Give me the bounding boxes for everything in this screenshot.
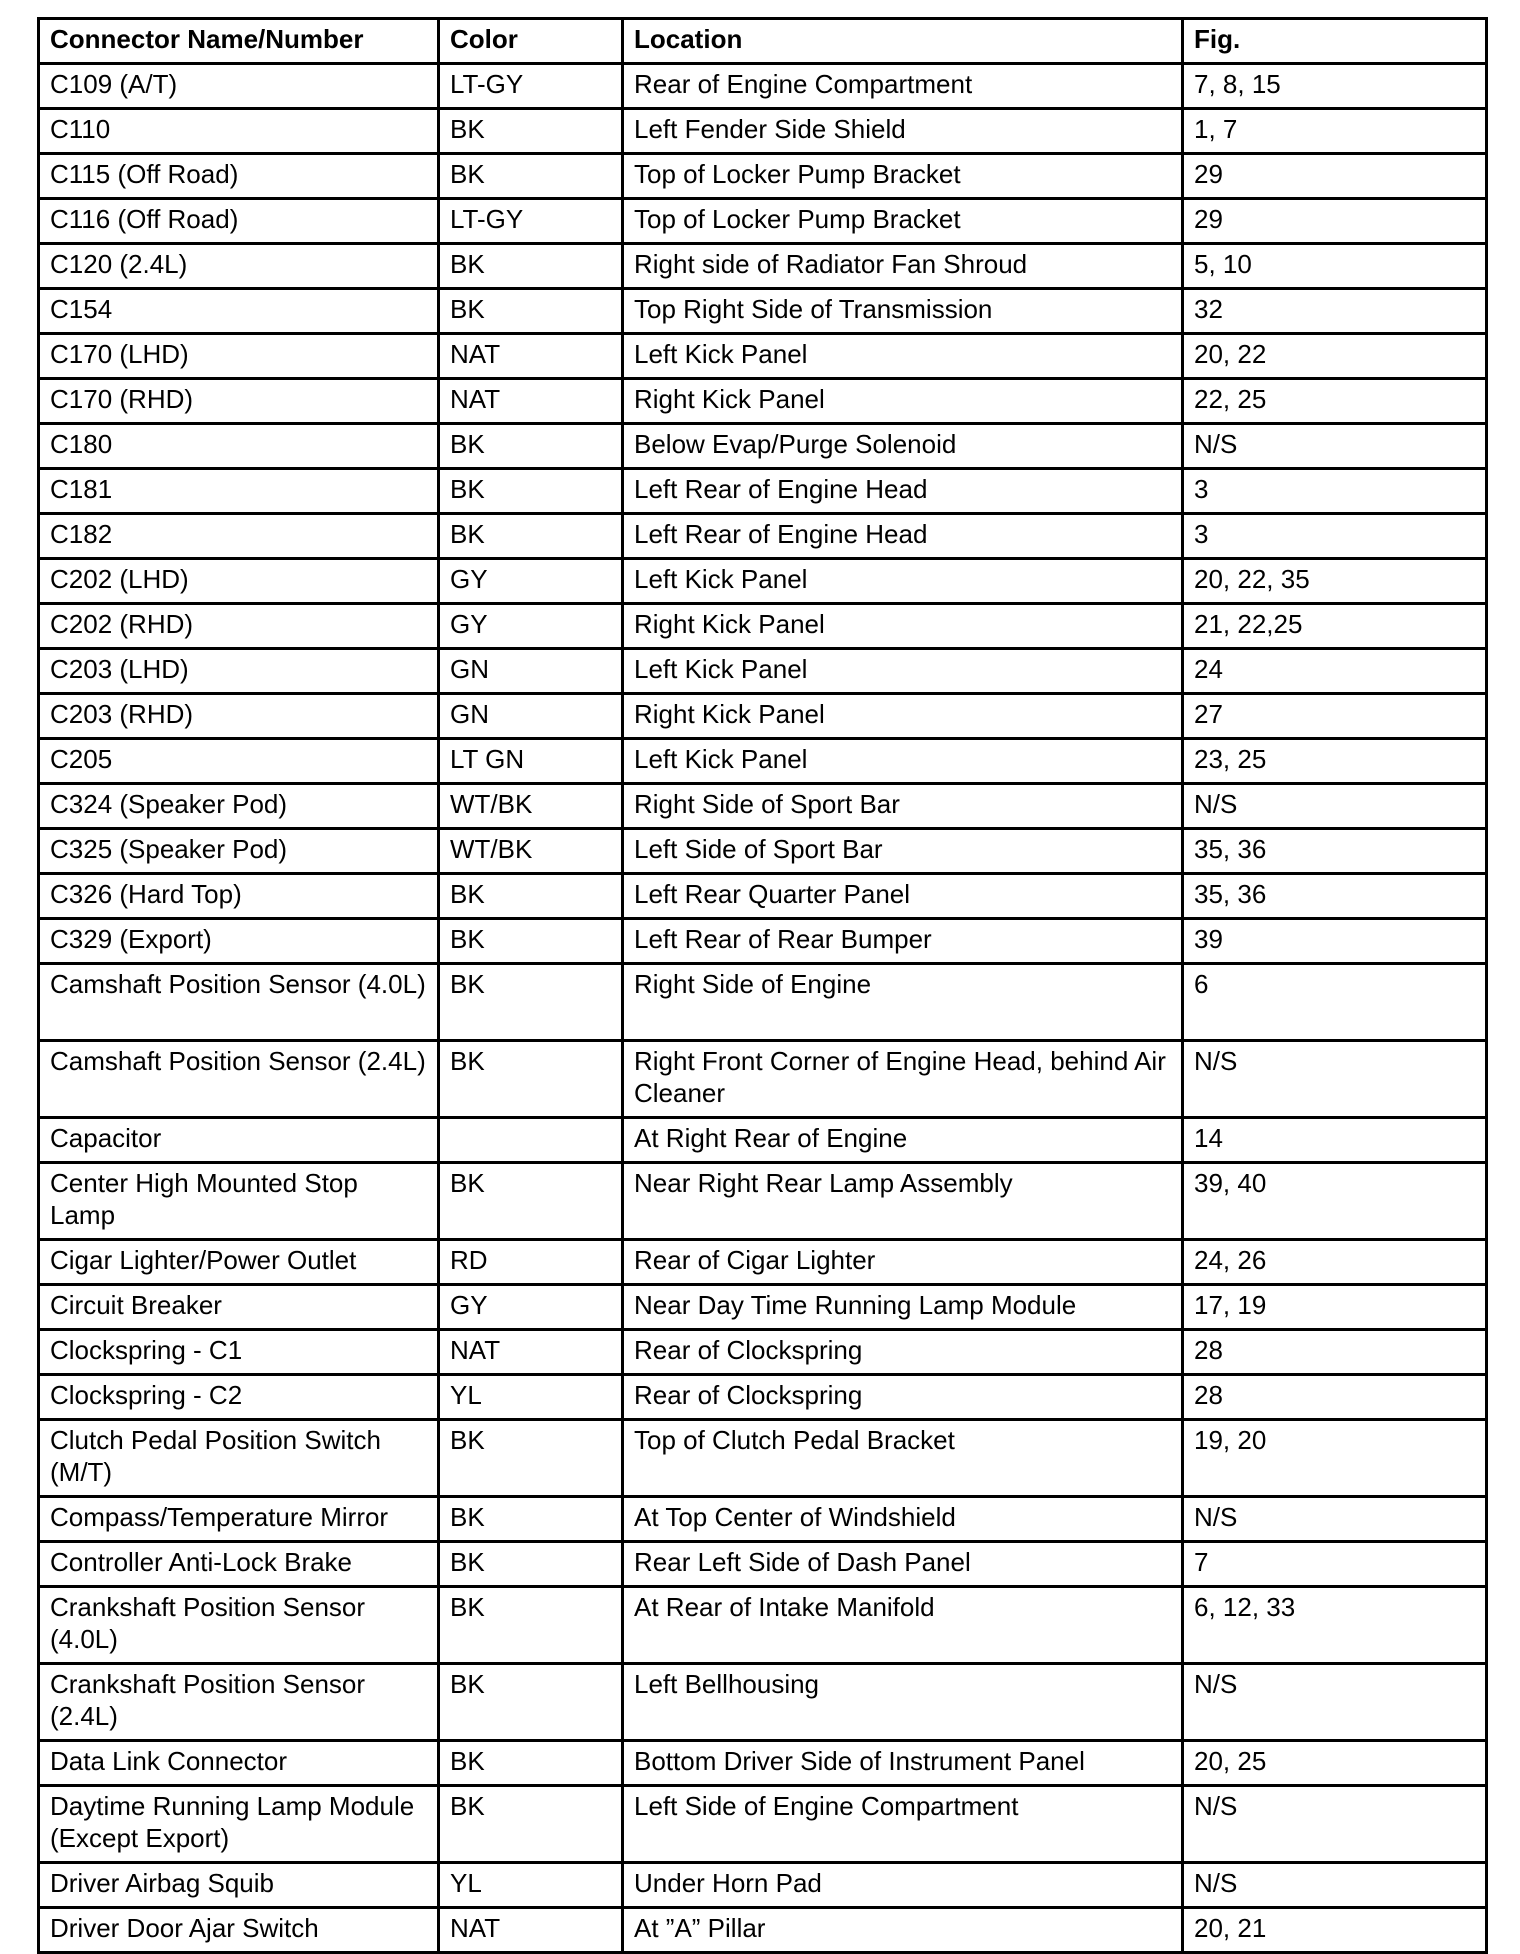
cell-connector: C325 (Speaker Pod) <box>39 829 439 874</box>
cell-location: Top of Locker Pump Bracket <box>623 199 1183 244</box>
table-row <box>39 64 1487 109</box>
cell-location: Left Rear of Engine Head <box>623 514 1183 559</box>
cell-color: BK <box>439 964 623 1041</box>
table-row <box>39 199 1487 244</box>
cell-color: GY <box>439 1285 623 1330</box>
cell-color: BK <box>439 874 623 919</box>
cell-connector: C180 <box>39 424 439 469</box>
cell-fig: 27 <box>1183 694 1487 739</box>
cell-fig: 24, 26 <box>1183 1240 1487 1285</box>
cell-fig: 3 <box>1183 514 1487 559</box>
header-row <box>39 19 1487 64</box>
table-row <box>39 964 1487 1041</box>
cell-location: Right Side of Engine <box>623 964 1183 1041</box>
cell-fig: 35, 36 <box>1183 874 1487 919</box>
cell-fig: 28 <box>1183 1375 1487 1420</box>
cell-color: BK <box>439 154 623 199</box>
cell-location: At Right Rear of Engine <box>623 1118 1183 1163</box>
cell-location: Left Rear of Engine Head <box>623 469 1183 514</box>
cell-color: WT/BK <box>439 829 623 874</box>
cell-fig: 20, 25 <box>1183 1741 1487 1786</box>
cell-connector: C324 (Speaker Pod) <box>39 784 439 829</box>
cell-color: NAT <box>439 334 623 379</box>
table-row <box>39 739 1487 784</box>
cell-connector: Crankshaft Position Sensor (4.0L) <box>39 1587 439 1664</box>
table-row <box>39 289 1487 334</box>
cell-fig: N/S <box>1183 784 1487 829</box>
cell-connector: C205 <box>39 739 439 784</box>
cell-location: Left Kick Panel <box>623 334 1183 379</box>
cell-location: Top of Clutch Pedal Bracket <box>623 1420 1183 1497</box>
cell-connector: C154 <box>39 289 439 334</box>
cell-connector: Camshaft Position Sensor (4.0L) <box>39 964 439 1041</box>
cell-fig: 29 <box>1183 199 1487 244</box>
cell-location: Right side of Radiator Fan Shroud <box>623 244 1183 289</box>
cell-fig: N/S <box>1183 424 1487 469</box>
cell-location: Left Kick Panel <box>623 649 1183 694</box>
cell-color: BK <box>439 424 623 469</box>
cell-location: Left Fender Side Shield <box>623 109 1183 154</box>
cell-location: At Rear of Intake Manifold <box>623 1587 1183 1664</box>
table-row <box>39 1330 1487 1375</box>
cell-connector: Data Link Connector <box>39 1741 439 1786</box>
cell-color: WT/BK <box>439 784 623 829</box>
cell-location: Left Kick Panel <box>623 559 1183 604</box>
cell-fig: N/S <box>1183 1497 1487 1542</box>
cell-fig: N/S <box>1183 1786 1487 1863</box>
cell-color: LT-GY <box>439 199 623 244</box>
cell-color: GN <box>439 649 623 694</box>
cell-fig: N/S <box>1183 1863 1487 1908</box>
cell-color: BK <box>439 1041 623 1118</box>
cell-fig: 24 <box>1183 649 1487 694</box>
cell-fig: 35, 36 <box>1183 829 1487 874</box>
table-row <box>39 649 1487 694</box>
cell-fig: 14 <box>1183 1118 1487 1163</box>
cell-location: Top Right Side of Transmission <box>623 289 1183 334</box>
table-row <box>39 1240 1487 1285</box>
cell-connector: C182 <box>39 514 439 559</box>
cell-connector: Clockspring - C2 <box>39 1375 439 1420</box>
cell-connector: Cigar Lighter/Power Outlet <box>39 1240 439 1285</box>
cell-connector: C202 (RHD) <box>39 604 439 649</box>
table-row <box>39 469 1487 514</box>
table-row <box>39 379 1487 424</box>
cell-connector: Crankshaft Position Sensor (2.4L) <box>39 1664 439 1741</box>
cell-fig: 21, 22,25 <box>1183 604 1487 649</box>
table-row <box>39 514 1487 559</box>
cell-location: Top of Locker Pump Bracket <box>623 154 1183 199</box>
cell-color: LT GN <box>439 739 623 784</box>
cell-color: BK <box>439 469 623 514</box>
cell-color: RD <box>439 1240 623 1285</box>
cell-connector: Driver Door Ajar Switch <box>39 1908 439 1953</box>
cell-color: BK <box>439 1542 623 1587</box>
cell-connector: Controller Anti-Lock Brake <box>39 1542 439 1587</box>
cell-location: Rear Left Side of Dash Panel <box>623 1542 1183 1587</box>
cell-location: Rear of Clockspring <box>623 1375 1183 1420</box>
cell-fig: 32 <box>1183 289 1487 334</box>
table-row <box>39 109 1487 154</box>
table-row <box>39 694 1487 739</box>
table-header <box>39 19 1487 64</box>
table-body <box>39 64 1487 1953</box>
cell-connector: Center High Mounted Stop Lamp <box>39 1163 439 1240</box>
cell-location: Right Front Corner of Engine Head, behind Air Cleaner <box>623 1041 1183 1118</box>
table-row <box>39 1375 1487 1420</box>
table-row <box>39 1542 1487 1587</box>
cell-color: BK <box>439 919 623 964</box>
cell-connector: C181 <box>39 469 439 514</box>
table-row <box>39 829 1487 874</box>
table-row <box>39 1118 1487 1163</box>
header-color: Color <box>439 19 623 64</box>
cell-color: LT-GY <box>439 64 623 109</box>
cell-fig: N/S <box>1183 1041 1487 1118</box>
cell-fig: 6 <box>1183 964 1487 1041</box>
cell-color: NAT <box>439 379 623 424</box>
cell-location: Right Side of Sport Bar <box>623 784 1183 829</box>
table-row <box>39 874 1487 919</box>
cell-connector: C203 (LHD) <box>39 649 439 694</box>
header-location: Location <box>623 19 1183 64</box>
cell-fig: 29 <box>1183 154 1487 199</box>
cell-color: BK <box>439 1587 623 1664</box>
cell-connector: C115 (Off Road) <box>39 154 439 199</box>
table-row <box>39 784 1487 829</box>
cell-connector: C120 (2.4L) <box>39 244 439 289</box>
table-row <box>39 154 1487 199</box>
cell-connector: Clutch Pedal Position Switch (M/T) <box>39 1420 439 1497</box>
cell-fig: 20, 21 <box>1183 1908 1487 1953</box>
cell-fig: 20, 22, 35 <box>1183 559 1487 604</box>
header-connector: Connector Name/Number <box>39 19 439 64</box>
cell-location: Left Kick Panel <box>623 739 1183 784</box>
cell-fig: 22, 25 <box>1183 379 1487 424</box>
cell-fig: 23, 25 <box>1183 739 1487 784</box>
table-row <box>39 1163 1487 1240</box>
cell-fig: N/S <box>1183 1664 1487 1741</box>
cell-fig: 7 <box>1183 1542 1487 1587</box>
cell-connector: C329 (Export) <box>39 919 439 964</box>
cell-fig: 39 <box>1183 919 1487 964</box>
table-row <box>39 1420 1487 1497</box>
cell-location: Bottom Driver Side of Instrument Panel <box>623 1741 1183 1786</box>
cell-location: Right Kick Panel <box>623 379 1183 424</box>
cell-connector: C203 (RHD) <box>39 694 439 739</box>
table-row <box>39 1587 1487 1664</box>
header-fig: Fig. <box>1183 19 1487 64</box>
cell-color: GY <box>439 604 623 649</box>
cell-color: YL <box>439 1863 623 1908</box>
table-row <box>39 604 1487 649</box>
cell-fig: 5, 10 <box>1183 244 1487 289</box>
cell-fig: 6, 12, 33 <box>1183 1587 1487 1664</box>
cell-color: YL <box>439 1375 623 1420</box>
cell-fig: 39, 40 <box>1183 1163 1487 1240</box>
cell-fig: 1, 7 <box>1183 109 1487 154</box>
cell-location: Left Side of Sport Bar <box>623 829 1183 874</box>
cell-location: Right Kick Panel <box>623 604 1183 649</box>
cell-color: BK <box>439 1420 623 1497</box>
cell-fig: 3 <box>1183 469 1487 514</box>
cell-connector: C202 (LHD) <box>39 559 439 604</box>
cell-location: Rear of Clockspring <box>623 1330 1183 1375</box>
table-row <box>39 1741 1487 1786</box>
cell-color: BK <box>439 1497 623 1542</box>
cell-location: Left Rear of Rear Bumper <box>623 919 1183 964</box>
cell-color: BK <box>439 289 623 334</box>
cell-connector: C109 (A/T) <box>39 64 439 109</box>
cell-location: Below Evap/Purge Solenoid <box>623 424 1183 469</box>
cell-fig: 7, 8, 15 <box>1183 64 1487 109</box>
cell-color: BK <box>439 1786 623 1863</box>
cell-connector: Clockspring - C1 <box>39 1330 439 1375</box>
cell-location: Rear of Engine Compartment <box>623 64 1183 109</box>
cell-connector: C326 (Hard Top) <box>39 874 439 919</box>
cell-color: GY <box>439 559 623 604</box>
cell-color: BK <box>439 514 623 559</box>
cell-location: Left Side of Engine Compartment <box>623 1786 1183 1863</box>
cell-connector: C170 (RHD) <box>39 379 439 424</box>
table-row <box>39 1786 1487 1863</box>
table-row <box>39 1863 1487 1908</box>
cell-fig: 19, 20 <box>1183 1420 1487 1497</box>
table-row <box>39 1041 1487 1118</box>
cell-connector: C110 <box>39 109 439 154</box>
cell-location: Near Day Time Running Lamp Module <box>623 1285 1183 1330</box>
cell-connector: Daytime Running Lamp Module (Except Export) <box>39 1786 439 1863</box>
cell-color: BK <box>439 1163 623 1240</box>
cell-connector: Compass/Temperature Mirror <box>39 1497 439 1542</box>
cell-location: At Top Center of Windshield <box>623 1497 1183 1542</box>
cell-location: Near Right Rear Lamp Assembly <box>623 1163 1183 1240</box>
cell-color <box>439 1118 623 1163</box>
cell-connector: C116 (Off Road) <box>39 199 439 244</box>
cell-connector: C170 (LHD) <box>39 334 439 379</box>
cell-connector: Driver Airbag Squib <box>39 1863 439 1908</box>
cell-color: BK <box>439 109 623 154</box>
table-row <box>39 1664 1487 1741</box>
cell-location: Under Horn Pad <box>623 1863 1183 1908</box>
cell-color: BK <box>439 1664 623 1741</box>
cell-location: Rear of Cigar Lighter <box>623 1240 1183 1285</box>
table-row <box>39 1908 1487 1953</box>
cell-color: GN <box>439 694 623 739</box>
table-row <box>39 559 1487 604</box>
cell-location: Right Kick Panel <box>623 694 1183 739</box>
cell-connector: Capacitor <box>39 1118 439 1163</box>
cell-connector: Camshaft Position Sensor (2.4L) <box>39 1041 439 1118</box>
cell-fig: 20, 22 <box>1183 334 1487 379</box>
table-row <box>39 424 1487 469</box>
cell-color: BK <box>439 244 623 289</box>
cell-fig: 28 <box>1183 1330 1487 1375</box>
cell-color: NAT <box>439 1908 623 1953</box>
cell-fig: 17, 19 <box>1183 1285 1487 1330</box>
table-row <box>39 1497 1487 1542</box>
cell-connector: Circuit Breaker <box>39 1285 439 1330</box>
cell-color: BK <box>439 1741 623 1786</box>
table-row <box>39 244 1487 289</box>
table-row <box>39 334 1487 379</box>
cell-location: Left Rear Quarter Panel <box>623 874 1183 919</box>
cell-color: NAT <box>439 1330 623 1375</box>
cell-location: Left Bellhousing <box>623 1664 1183 1741</box>
table-row <box>39 919 1487 964</box>
connector-table <box>37 17 1488 1954</box>
cell-location: At ”A” Pillar <box>623 1908 1183 1953</box>
table-row <box>39 1285 1487 1330</box>
